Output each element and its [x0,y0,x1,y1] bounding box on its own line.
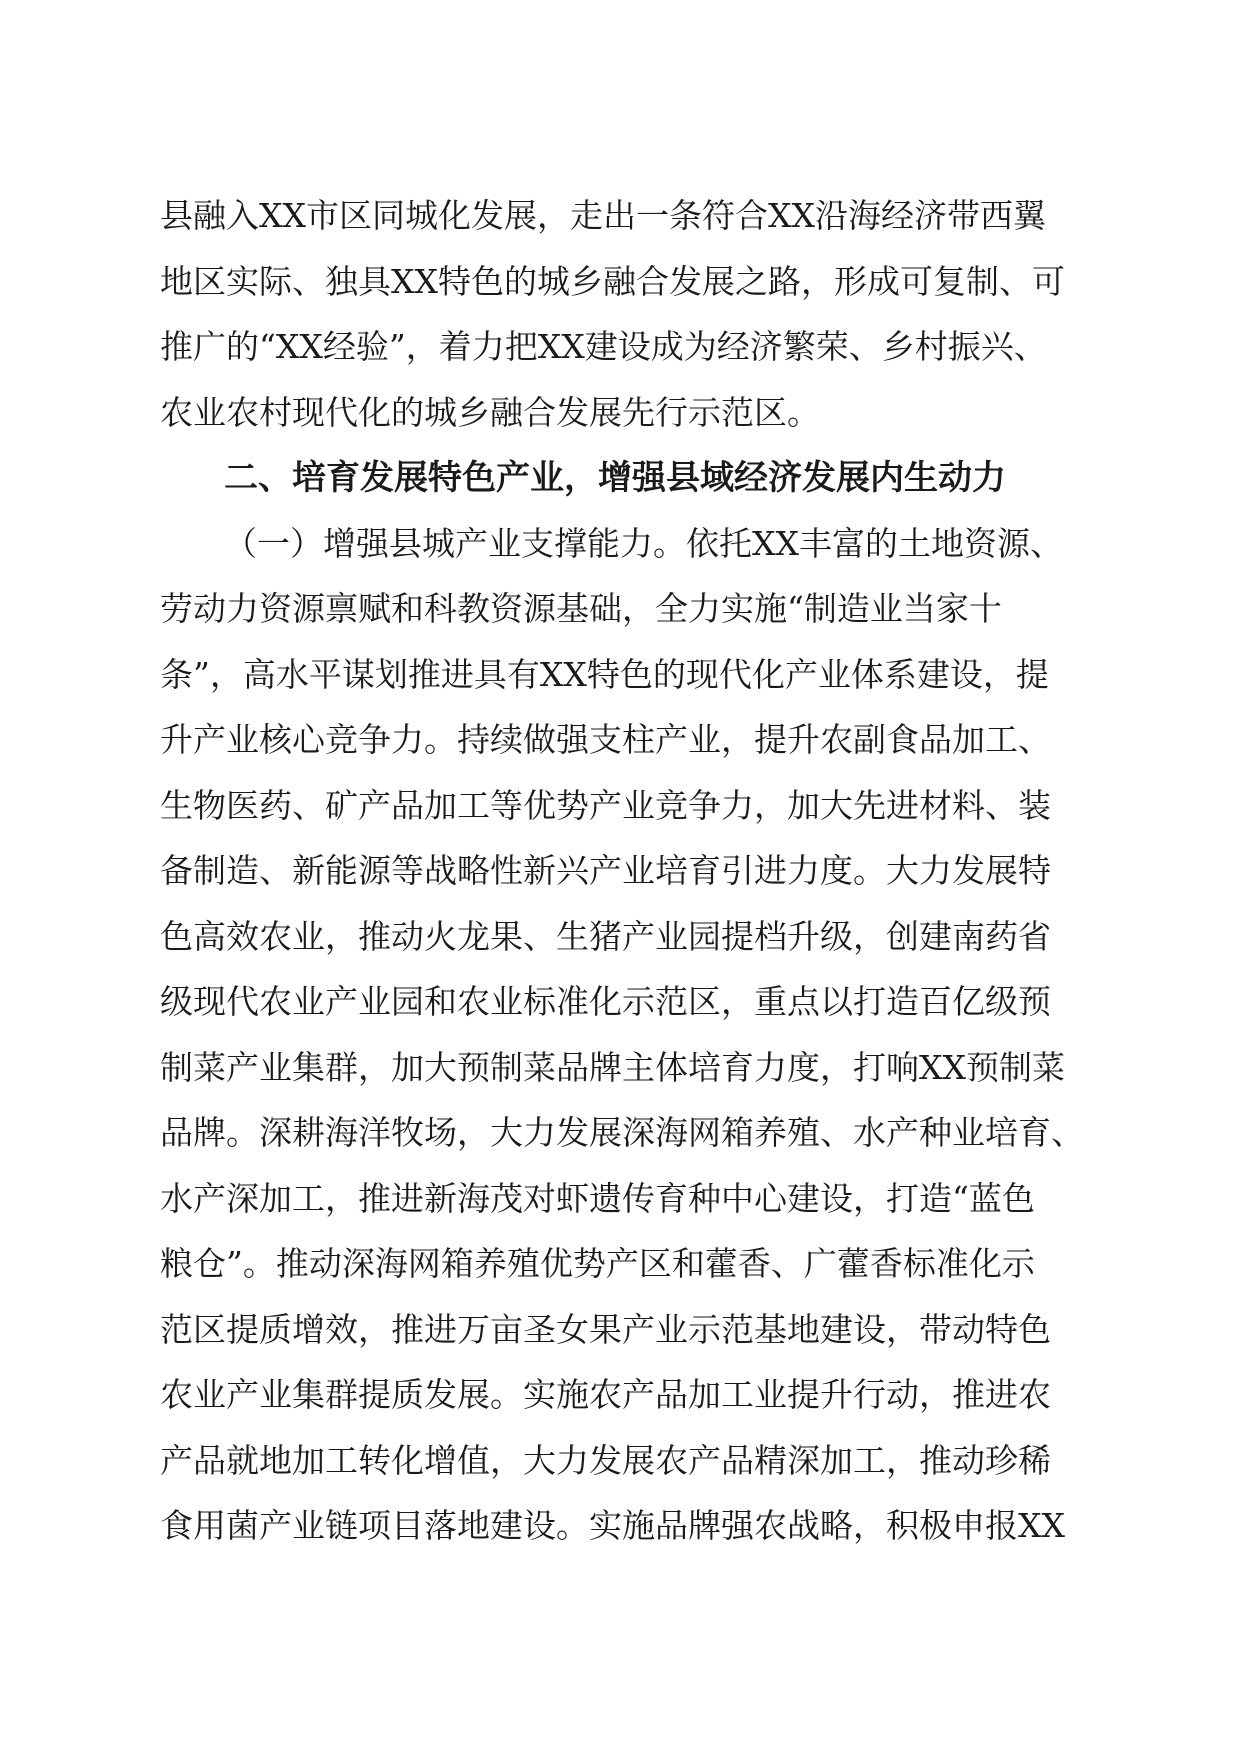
paragraph-line: 范区提质增效，推进万亩圣女果产业示范基地建设，带动特色 [160,1310,1051,1349]
paragraph-line: 条”，高水平谋划推进具有XX特色的现代化产业体系建设，提 [160,655,1049,694]
intro-line: 地区实际、独具XX特色的城乡融合发展之路，形成可复制、可 [160,262,1065,301]
paragraph-line: 食用菌产业链项目落地建设。实施品牌强农战略，积极申报XX [160,1506,1065,1545]
paragraph-line: 制菜产业集群，加大预制菜品牌主体培育力度，打响XX预制菜 [160,1048,1065,1087]
paragraph-line: 色高效农业，推动火龙果、生猪产业园提档升级，创建南药省 [160,917,1051,956]
paragraph-line: 品牌。深耕海洋牧场，大力发展深海网箱养殖、水产种业培育、 [160,1113,1084,1152]
intro-line: 推广的“XX经验”，着力把XX建设成为经济繁荣、乡村振兴、 [160,327,1047,366]
intro-line: 县融入XX市区同城化发展，走出一条符合XX沿海经济带西翼 [160,196,1046,235]
paragraph-line: 水产深加工，推进新海茂对虾遗传育种中心建设，打造“蓝色 [160,1179,1035,1218]
paragraph-line: 级现代农业产业园和农业标准化示范区，重点以打造百亿级预 [160,982,1051,1021]
paragraph-line: 产品就地加工转化增值，大力发展农产品精深加工，推动珍稀 [160,1441,1051,1480]
intro-line: 农业农村现代化的城乡融合发展先行示范区。 [160,393,820,432]
paragraph-line: 升产业核心竞争力。持续做强支柱产业，提升农副食品加工、 [160,720,1051,759]
paragraph-line: 粮仓”。推动深海网箱养殖优势产区和藿香、广藿香标准化示 [160,1244,1035,1283]
paragraph-line: 备制造、新能源等战略性新兴产业培育引进力度。大力发展特 [160,851,1051,890]
section-heading: 二、培育发展特色产业，增强县域经济发展内生动力 [224,458,1006,498]
paragraph-line: 农业产业集群提质发展。实施农产品加工业提升行动，推进农 [160,1375,1051,1414]
paragraph-line: （一）增强县城产业支撑能力。依托XX丰富的土地资源、 [224,524,1063,563]
paragraph-line: 生物医药、矿产品加工等优势产业竞争力，加大先进材料、装 [160,786,1051,825]
paragraph-line: 劳动力资源禀赋和科教资源基础，全力实施“制造业当家十 [160,589,1002,628]
